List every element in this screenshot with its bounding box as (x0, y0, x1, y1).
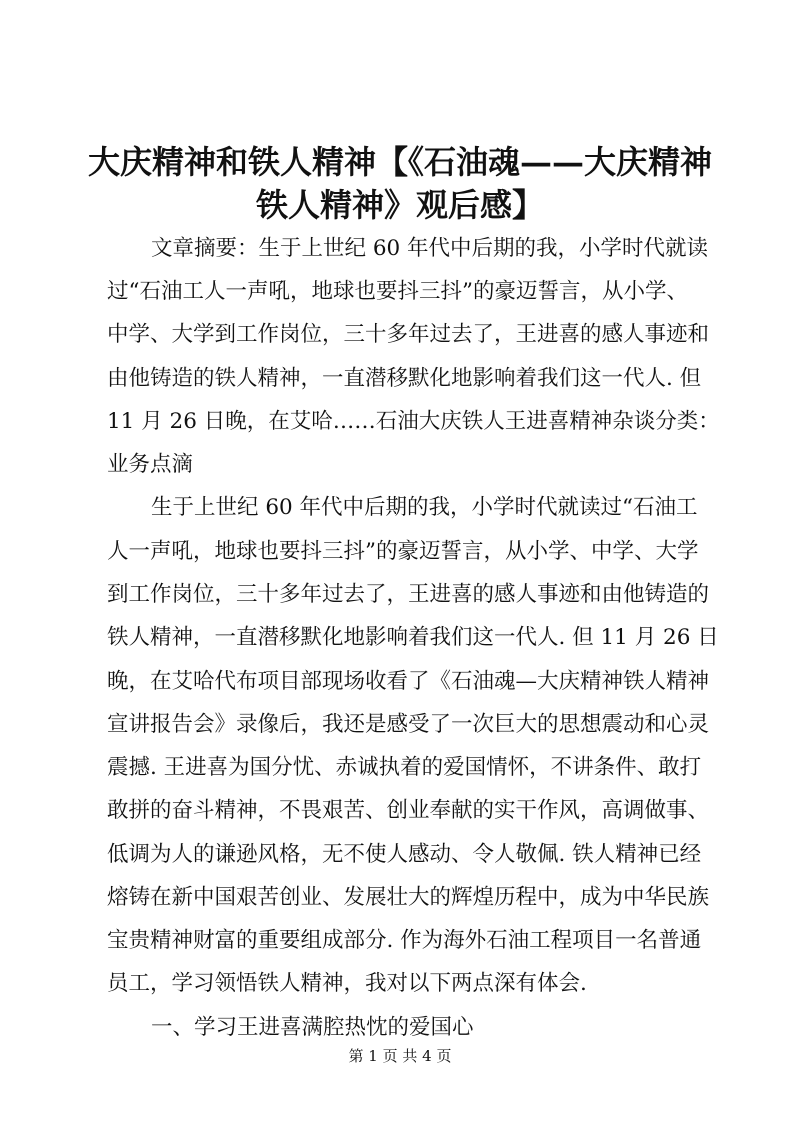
abstract-line: 文章摘要：生于上世纪 60 年代中后期的我，小学时代就读 (151, 236, 709, 261)
document-title-line-1: 大庆精神和铁人精神【《石油魂——大庆精神 (87, 143, 712, 181)
body-line: 生于上世纪 60 年代中后期的我，小学时代就读过“石油工 (151, 495, 698, 520)
page-indicator: 第 1 页 共 4 页 (348, 1047, 452, 1065)
abstract-line: 过“石油工人一声吼，地球也要抖三抖”的豪迈誓言，从小学、 (107, 279, 688, 304)
body-line: 震撼. 王进喜为国分忧、赤诚执着的爱国情怀，不讲条件、敢打 (107, 755, 702, 780)
abstract-line: 业务点滴 (107, 452, 194, 477)
body-line: 铁人精神，一直潜移默化地影响着我们这一代人. 但 11 月 26 日 (107, 625, 719, 650)
abstract-line: 中学、大学到工作岗位，三十多年过去了，王进喜的感人事迹和 (107, 322, 710, 347)
body-line: 宣讲报告会》录像后，我还是感受了一次巨大的思想震动和心灵 (107, 712, 710, 737)
abstract-line: 由他铸造的铁人精神，一直潜移默化地影响着我们这一代人. 但 (107, 366, 702, 391)
body-line: 熔铸在新中国艰苦创业、发展壮大的辉煌历程中，成为中华民族 (107, 885, 710, 910)
body-line: 宝贵精神财富的重要组成部分. 作为海外石油工程项目一名普通 (107, 928, 702, 953)
body-line: 敢拼的奋斗精神，不畏艰苦、创业奉献的实干作风，高调做事、 (107, 798, 710, 823)
body-line: 到工作岗位，三十多年过去了，王进喜的感人事迹和由他铸造的 (107, 582, 710, 607)
body-line: 员工，学习领悟铁人精神，我对以下两点深有体会. (107, 971, 587, 996)
body-line: 晚，在艾哈代布项目部现场收看了《石油魂—大庆精神铁人精神 (107, 669, 710, 694)
document-title-line-2: 铁人精神》观后感】 (255, 186, 544, 224)
body-line: 人一声吼，地球也要抖三抖”的豪迈誓言，从小学、中学、大学 (107, 539, 699, 564)
abstract-line: 11 月 26 日晚，在艾哈……石油大庆铁人王进喜精神杂谈分类： (107, 409, 720, 434)
body-line: 低调为人的谦逊风格，无不使人感动、令人敬佩. 铁人精神已经 (107, 842, 702, 867)
section-heading: 一、学习王进喜满腔热忱的爱国心 (151, 1015, 474, 1040)
